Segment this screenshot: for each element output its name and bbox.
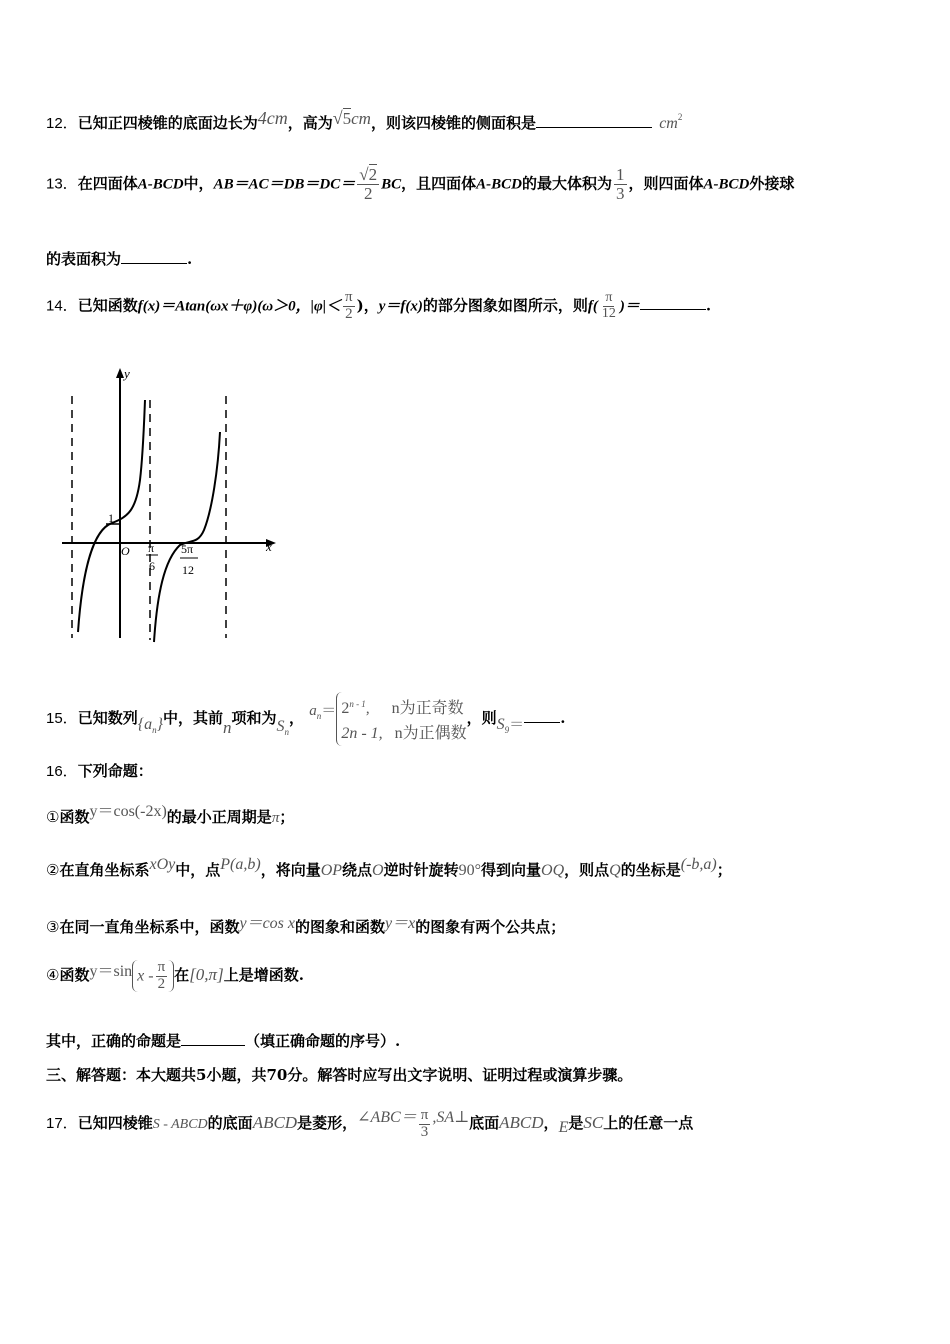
item-math-2: y＝x [385,915,416,932]
question-number: 12． [46,115,78,132]
q16-item-4 [46,958,304,992]
S-letter: S [276,718,285,735]
frac-numerator: π [420,1106,429,1123]
frac-denominator: 12 [601,305,616,321]
case2-expr: 2n - 1, [341,725,383,742]
coord-answer: (-b,a) [680,856,717,873]
q17-abcd: ABCD [252,1113,298,1132]
point-O: O [372,862,384,879]
y-axis-arrow [116,368,124,378]
piecewise [336,692,466,746]
item-math-pre: y＝sin [89,963,133,980]
item-text-2: 中，点 [175,861,221,879]
question-number: 16． [46,763,78,780]
q14-text-1: 已知函数 [77,296,138,315]
interval: [0,π] [189,965,224,984]
item-text-2: 在 [174,966,190,984]
q13-text-1: 在四面体 [77,174,138,193]
item-text-6: 得到向量 [481,861,542,879]
case1-base: 2 [341,700,350,717]
q14-text-4: 的部分图象如图所示，则 [422,296,588,315]
q13-text-3: ，且四面体 [401,174,477,193]
five-pi12-denominator: 12 [182,563,194,577]
q12-text-1: 已知正四棱锥的底面边长为 [77,114,258,132]
q17-text-2: 的底面 [207,1114,253,1132]
item-math-2: π [271,810,280,826]
equals: ＝ [321,703,337,719]
q12-side: 4cm [257,108,288,128]
S-sub: n [284,727,290,738]
frac-denominator: 2 [363,183,373,203]
period: . [187,250,193,268]
S9-equals: ＝ [509,717,525,733]
point-Q: Q [609,862,621,879]
item-text-1: 在同一直角坐标系中，函数 [59,918,240,936]
question-13 [46,166,794,203]
q17-text-1: 已知四棱锥 [77,1114,153,1132]
question-number: 14． [46,297,78,315]
q13-text-6: 外接球 [749,174,795,193]
case1-exp: n - 1 [349,699,366,709]
q16-item-2 [46,856,732,880]
question-15 [46,692,565,746]
q15-text-3: 项和为 [231,709,277,727]
q12-unit: cm [659,115,678,132]
item-text-4: 绕点 [342,861,373,879]
item-text-3: ，将向量 [260,861,321,879]
comma: ， [289,709,305,727]
q15-seq [137,716,164,736]
q13-text-2: 中， [183,174,214,193]
frac-numerator: √2 [359,165,378,184]
seq-close: } [156,716,164,733]
q16-item-1 [46,798,294,827]
answer-blank [524,714,560,723]
case1-comma: , [365,701,370,717]
item-text-3: 的图象有两个公共点； [415,918,566,936]
pi-over-3 [419,1108,431,1141]
q13-abcd: A-BCD [137,176,184,193]
q15-S9 [496,716,510,736]
item-mark: ③ [46,918,60,936]
q17-text-4: 底面 [469,1114,500,1132]
q15-an [309,703,321,719]
q13-bc: BC [381,176,402,193]
q16-conclusion [46,1030,400,1051]
question-14 [46,290,711,323]
item-mark: ④ [46,966,60,984]
question-number: 13． [46,175,78,193]
item-math: y＝cos(-2x) [89,803,167,820]
q17-sabcd: S - ABCD [152,1117,208,1132]
section-3-text: 三、解答题：本大题共5小题，共70分。解答时应写出文字说明、证明过程或演算步骤。 [46,1066,633,1084]
origin-label: O [121,544,130,558]
item-text-1: 函数 [59,966,90,984]
x-minus: x - [137,967,154,984]
q15-n: n [223,718,232,737]
period: . [705,296,712,315]
q12-height-unit: cm [351,109,371,128]
item-mark: ① [46,808,60,826]
vector-OP: OP [320,862,343,879]
frac-numerator: π [157,958,166,975]
q15-S [276,718,290,738]
q14-y-eq: y＝f(x) [378,298,423,315]
item-text-8: 的坐标是 [620,861,681,879]
q13-text-4: 的最大体积为 [521,174,612,193]
q12-text-3: ，则该四棱锥的侧面积是 [370,114,536,132]
q12-height-radicand: 5 [342,109,352,128]
item-text-2: 的图象和函数 [295,918,386,936]
q17-sa: ,SA⊥ [432,1109,470,1126]
q13-abcd-3: A-BCD [703,176,750,193]
vector-OQ: OQ [541,862,565,879]
q17-text-6: 是 [568,1114,584,1132]
item-text-5: 逆时针旋转 [383,861,459,879]
q17-SC: SC [583,1113,604,1132]
y-label: y [124,366,130,381]
item-text-9: ； [716,861,732,879]
seq-sub: n [152,725,157,736]
frac-denominator: 2 [345,305,353,322]
conclusion-text: 其中，正确的命题是 [46,1032,182,1050]
item-math: y＝cos x [239,915,296,932]
q14-function: f(x)＝Atan(ωx＋φ)(ω＞0，|φ|＜ [137,298,342,315]
section-3-heading [46,1064,632,1085]
period: . [560,709,566,727]
pi6-denominator: 6 [149,559,155,573]
question-13-line-2 [46,248,192,269]
pi-over-2 [156,960,168,993]
frac-denominator: 3 [420,1123,429,1140]
question-12 [46,108,682,133]
answer-blank [181,1031,245,1046]
q16-item-3 [46,910,565,937]
item-mark: ② [46,861,60,879]
answer-blank [640,295,706,310]
pi-over-2 [343,290,355,323]
q17-text-7: 上的任意一点 [603,1114,694,1132]
q14-f-close: )＝ [619,298,640,315]
q13-abcd-2: A-BCD [476,176,522,193]
q17-text-5: ， [543,1114,559,1132]
five-pi12-numerator: 5π [181,542,194,556]
item-text-1: 在直角坐标系 [59,861,150,879]
pi6-numerator: π [148,541,155,555]
angle-90: 90° [458,862,482,879]
question-number: 17． [46,1115,78,1132]
conclusion-end: （填正确命题的序号）. [245,1032,401,1050]
frac-denominator: 2 [157,975,166,992]
q13-text-5: ，则四面体 [628,174,704,193]
q15-text-4: ，则 [466,709,497,727]
answer-blank [536,113,652,128]
a-letter: a [309,703,317,719]
q14-text-2: )， [356,296,379,315]
point-P: P(a,b) [220,856,261,873]
item-text-7: ，则点 [564,861,610,879]
seq-open: {a [137,716,153,733]
volume-fraction [614,166,627,203]
q15-text-1: 已知数列 [77,709,138,727]
case2-condition: n为正偶数 [394,725,467,742]
q17-angle: ∠ABC＝ [357,1109,417,1126]
q17-text-3: 是菱形， [297,1114,358,1132]
item-text-2: 的最小正周期是 [166,808,272,826]
q17-abcd-2: ABCD [499,1113,544,1132]
q17-E: E [558,1119,569,1136]
pi-over-12 [600,291,618,321]
frac-denominator: 3 [616,183,625,203]
S9-letter: S [496,716,505,733]
item-math: xOy [149,856,176,873]
radicand: 2 [368,165,378,184]
tangent-graph [40,360,290,650]
a-sub: n [316,711,322,721]
sqrt-sign: √ [332,108,343,128]
q14-f-open: f( [587,298,598,315]
q13-equation: AB＝AC＝DB＝DC＝ [213,176,356,193]
q15-text-2: 中，其前 [163,709,224,727]
S9-sub: 9 [504,725,510,736]
q13-line2-text: 的表面积为 [46,250,122,268]
x-label: x [266,539,272,554]
q12-unit-exp: 2 [677,112,683,122]
q16-title: 下列命题： [77,762,153,780]
frac-numerator: 1 [616,165,625,184]
tangent-branch-right [154,432,220,642]
answer-blank [121,249,187,264]
item-text-3: ； [279,808,295,826]
piecewise-case-1 [341,692,466,721]
question-16 [46,760,153,781]
sqrt2-over-2 [357,166,379,203]
q12-text-2: ，高为 [287,114,333,132]
item-text-1: 函数 [59,808,90,826]
item-text-3: 上是增函数. [223,966,304,984]
question-17 [46,1104,693,1140]
frac-numerator: π [345,289,353,305]
frac-numerator: π [605,290,613,306]
sin-argument [132,960,174,993]
piecewise-case-2 [341,721,466,746]
question-number: 15． [46,710,78,727]
case1-condition: n为正奇数 [391,700,464,717]
one-label: 1 [108,511,114,525]
